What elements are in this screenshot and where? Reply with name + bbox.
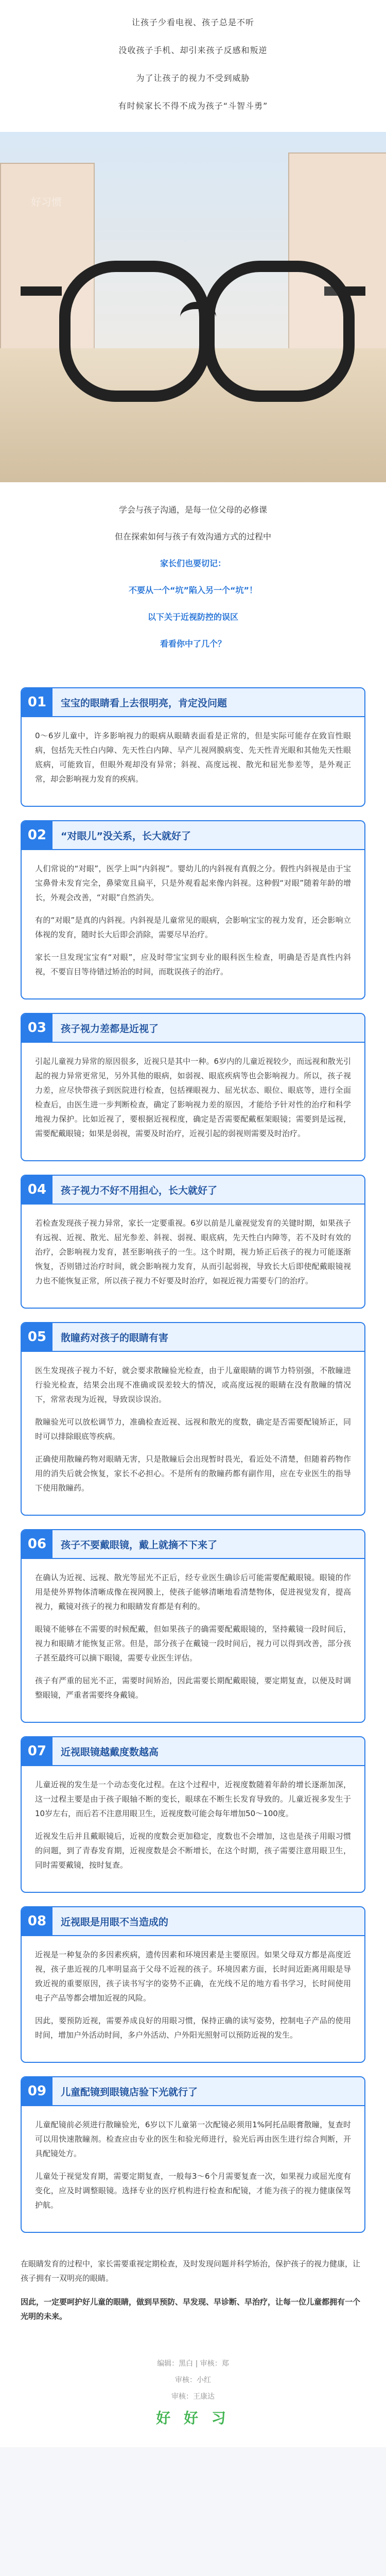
closing-block [0,2246,386,2343]
section-body [22,717,364,806]
section-title: 近视眼镜越戴度数越高 [61,1746,159,1758]
section-header [22,1014,364,1043]
footer-reviewer: 审核：小红 [175,2376,211,2384]
section-paragraph: 医生发现孩子视力不好，就会要求散瞳验光检查，由于儿童眼睛的调节力特别强，不散瞳进行验光检查，结果会出现不准确或误差较大的情况，或高度远视的眼睛在没有散瞳的情况下，常常表现为近视，导致误诊误治。 [35,1366,351,1404]
section-paragraph: 眼镜不能够在不需要的时候配戴，但如果孩子的确需要配戴眼镜的，坚持戴镜一段时间后，视力和眼睛才能恢复正常。但是，部分孩子在戴镜一段时间后，视力可以得到改善，部分孩子甚至最终可以摘下眼镜，需要专业医生评估。 [35,1624,351,1663]
lead-block [0,482,386,674]
section-body [22,850,364,998]
section-body [22,1559,364,1722]
section-title: 儿童配镜到眼镜店验下光就行了 [61,2086,198,2098]
section-title: 散瞳药对孩子的眼睛有害 [61,1332,169,1344]
section-paragraph: 孩子有严重的屈光不正，需要时间矫治，因此需要长期配戴眼镜，要定期复查，以便及时调整眼镜，严重者需要终身戴镜。 [35,1676,351,1700]
section-number: 02 [22,821,52,849]
section-header [22,1530,364,1559]
section-title: “对眼儿”没关系，长大就好了 [61,830,191,842]
lead-line-5: 以下关于近视防控的误区 [147,612,238,622]
section-04 [21,1175,365,1309]
lead-line-1: 学会与孩子沟通，是每一位父母的必修课 [118,505,267,515]
intro-line-1: 让孩子少看电视、孩子总是不听 [131,18,254,27]
section-number: 08 [22,1907,52,1935]
section-paragraph: 人们常说的“对眼”，医学上叫“内斜视”。婴幼儿的内斜视有真假之分。假性内斜视是由于宝宝鼻骨未发育完全，鼻梁宽且扁平，只是外观看起来像内斜视。这种假“对眼”随着年龄的增长，外观会改善，“对眼”自然消失。 [35,864,351,902]
section-06 [21,1529,365,1723]
section-number: 04 [22,1176,52,1204]
section-header [22,2077,364,2106]
section-header [22,1323,364,1352]
section-title: 孩子视力不好不用担心，长大就好了 [61,1184,218,1196]
intro-line-3: 为了让孩子的视力不受到威胁 [136,73,250,83]
intro-line-4: 有时候家长不得不成为孩子“斗智斗勇” [118,101,268,111]
section-07 [21,1736,365,1893]
glasses-left-lens [59,261,210,402]
section-header [22,1737,364,1766]
section-paragraph: 儿童处于视觉发育期，需要定期复查，一般每3～6个月需要复查一次，如果视力或屈光度有变化，应及时调整眼镜。选择专业的医疗机构进行检查和配镜，才能为孩子的视力健康保驾护航。 [35,2172,351,2210]
lead-line-4: 不要从一个“坑”陷入另一个“坑”！ [128,585,258,595]
section-number: 07 [22,1737,52,1765]
section-paragraph: 若检查发现孩子视力异常，家长一定要重视。6岁以前是儿童视觉发育的关键时期，如果孩子有远视、近视、散光、屈光参差、斜视、弱视、眼底病，先天性白内障等，若不及时有效的治疗，会影响视力发育，甚至影响孩子的一生。这个时期，视力矫正后孩子的视力可能逐渐恢复，否则错过治疗时间，就会影响视力发育，从而引起弱视，导致长大后即使配戴眼镜视力也不能恢复正常，所以孩子视力不好要及时治疗，如视近视力需要专门的治疗。 [35,1218,351,1285]
section-header [22,688,364,717]
section-paragraph: 有的“对眼”是真的内斜视。内斜视是儿童常见的眼病，会影响宝宝的视力发育，还会影响立体视的发育，随时长大后即会消除，需要尽早治疗。 [35,916,351,939]
section-paragraph: 近视发生后并且戴眼镜后，近视的度数会更加稳定，度数也不会增加，这也是孩子用眼习惯的问题，到了青春发育期，近视度数是会不断增长，在这个时期，孩子需要注意用眼卫生，同时需要戴镜，按时复查。 [35,1832,351,1870]
footer-editor: 编辑：黑白 | 审核：郑 [157,2360,229,2368]
lead-line-2: 但在探索如何与孩子有效沟通方式的过程中 [114,532,271,541]
section-number: 01 [22,688,52,716]
lead-line-3: 家长们也要切记： [160,558,226,568]
watermark: 好习惯 [31,196,62,208]
closing-text-1: 在眼睛发育的过程中，家长需要重视定期检查，及时发现问题并科学矫治，保护孩子的视力健康，让孩子拥有一双明亮的眼睛。 [21,2259,361,2283]
section-body [22,1043,364,1160]
section-01 [21,687,365,807]
section-header [22,1907,364,1936]
section-body [22,1766,364,1892]
section-09 [21,2076,365,2233]
brand-logo: 好 好 习 [156,2410,230,2427]
section-number: 03 [22,1014,52,1042]
section-paragraph: 引起儿童视力异常的原因很多，近视只是其中一种。6岁内的儿童近视较少，而远视和散光引起的视力异常更常见，另外其他的眼病，如弱视、眼底疾病等也会影响视力。所以，孩子视力差，应尽快带孩子到医院进行检查，包括裸眼视力、屈光状态、眼位、眼底等，进行全面检查后，由医生进一步判断检查，确定了影响视力差的原因，才能给予针对性的治疗和科学地视力保护。比如近视了，要根据近视程度，确定是否需要配戴框架眼镜；需要到是远视，需要配戴眼镜；如果是弱视，需要及时治疗，近视引起的弱视则需要及时治疗。 [35,1057,351,1138]
section-08 [21,1906,365,2063]
section-title: 孩子不要戴眼镜，戴上就摘不下来了 [61,1539,218,1551]
section-paragraph: 近视是一种复杂的多因素疾病，遗传因素和环境因素是主要原因。如果父母双方都是高度近视，孩子患近视的几率明显高于父母不近视的孩子。环境因素方面，长时间近距离用眼是导致近视的重要原因，孩子读书写字的姿势不正确，在光线不足的地方看书学习，长时间使用电子产品等都会增加近视的风险。 [35,1950,351,2003]
section-body [22,2106,364,2232]
section-body [22,1352,364,1515]
section-header [22,1176,364,1205]
hero-illustration [0,132,386,482]
section-03 [21,1013,365,1161]
intro-line-2: 没收孩子手机、却引来孩子反感和叛逆 [118,45,268,55]
section-paragraph: 儿童配镜前必须进行散瞳验光，6岁以下儿童第一次配镜必须用1%阿托品眼膏散瞳，复查时可以用快速散瞳剂。检查应由专业的医生和验光师进行，验光后再由医生进行综合判断，开具配镜处方。 [35,2120,351,2158]
section-paragraph: 散瞳验光可以放松调节力，准确检查近视、远视和散光的度数，确定是否需要配镜矫正，同时可以排除眼底等疾病。 [35,1417,351,1441]
section-title: 宝宝的眼睛看上去很明亮，肯定没问题 [61,697,227,709]
section-paragraph: 在确认为近视、远视、散光等屈光不正后，经专业医生确诊后可能需要配戴眼镜。眼镜的作用是使外界物体清晰成像在视网膜上，使孩子能够清晰地看清楚物体，促进视觉发育，提高视力，戴镜对孩子的视力和眼睛发育都是有利的。 [35,1573,351,1611]
footer [0,2343,386,2447]
section-paragraph: 儿童近视的发生是一个动态变化过程。在这个过程中，近视度数随着年龄的增长逐渐加深，这一过程主要是由于孩子眼轴不断的变长，眼球在不断生长发育导致的。儿童近视多发生于10岁左右，而后若不注意用眼卫生，近视度数可能会每年增加50～100度。 [35,1780,351,1818]
section-body [22,1936,364,2062]
section-body [22,1205,364,1308]
section-paragraph: 0～6岁儿童中，许多影响视力的眼病从眼睛表面看是正常的，但是实际可能存在致盲性眼病，包括先天性白内障、先天性白内障、早产儿视网膜病变、先天性青光眼和其他先天性眼底病，可能致盲，但眼外观却没有异常；斜视、高度远视、散光和屈光参差等，是外观正常，却会影响视力发育的疾病。 [35,731,351,784]
section-paragraph: 家长一旦发现宝宝有“对眼”，应及时带宝宝到专业的眼科医生检查，明确是否是真性内斜视，不要盲目等待错过矫治的时间，而耽误孩子的治疗。 [35,953,351,976]
glasses-right-lens [203,261,355,402]
closing-text-2: 因此，一定要呵护好儿童的眼睛，做到早预防、早发现、早诊断、早治疗，让每一位儿童都拥有一个光明的未来。 [21,2297,361,2321]
section-number: 06 [22,1530,52,1558]
section-05 [21,1322,365,1516]
section-paragraph: 正确使用散瞳药物对眼睛无害，只是散瞳后会出现暂时畏光，看近处不清楚，但随着药物作用的消失后就会恢复，家长不必担心。不是所有的散瞳药都有副作用，应在专业医生的指导下使用散瞳药。 [35,1454,351,1493]
section-header [22,821,364,850]
section-number: 09 [22,2077,52,2105]
section-02 [21,820,365,999]
lead-line-6: 看看你中了几个？ [160,639,226,649]
section-title: 孩子视力差都是近视了 [61,1023,159,1035]
section-title: 近视眼是用眼不当造成的 [61,1916,169,1928]
section-number: 05 [22,1323,52,1351]
footer-approver: 审核：王康达 [171,2393,215,2401]
section-paragraph: 因此，要预防近视，需要养成良好的用眼习惯，保持正确的读写姿势，控制电子产品的使用时间，增加户外活动时间，多户外活动、户外阳光照射可以预防近视的发生。 [35,2016,351,2040]
intro-block [0,0,386,132]
